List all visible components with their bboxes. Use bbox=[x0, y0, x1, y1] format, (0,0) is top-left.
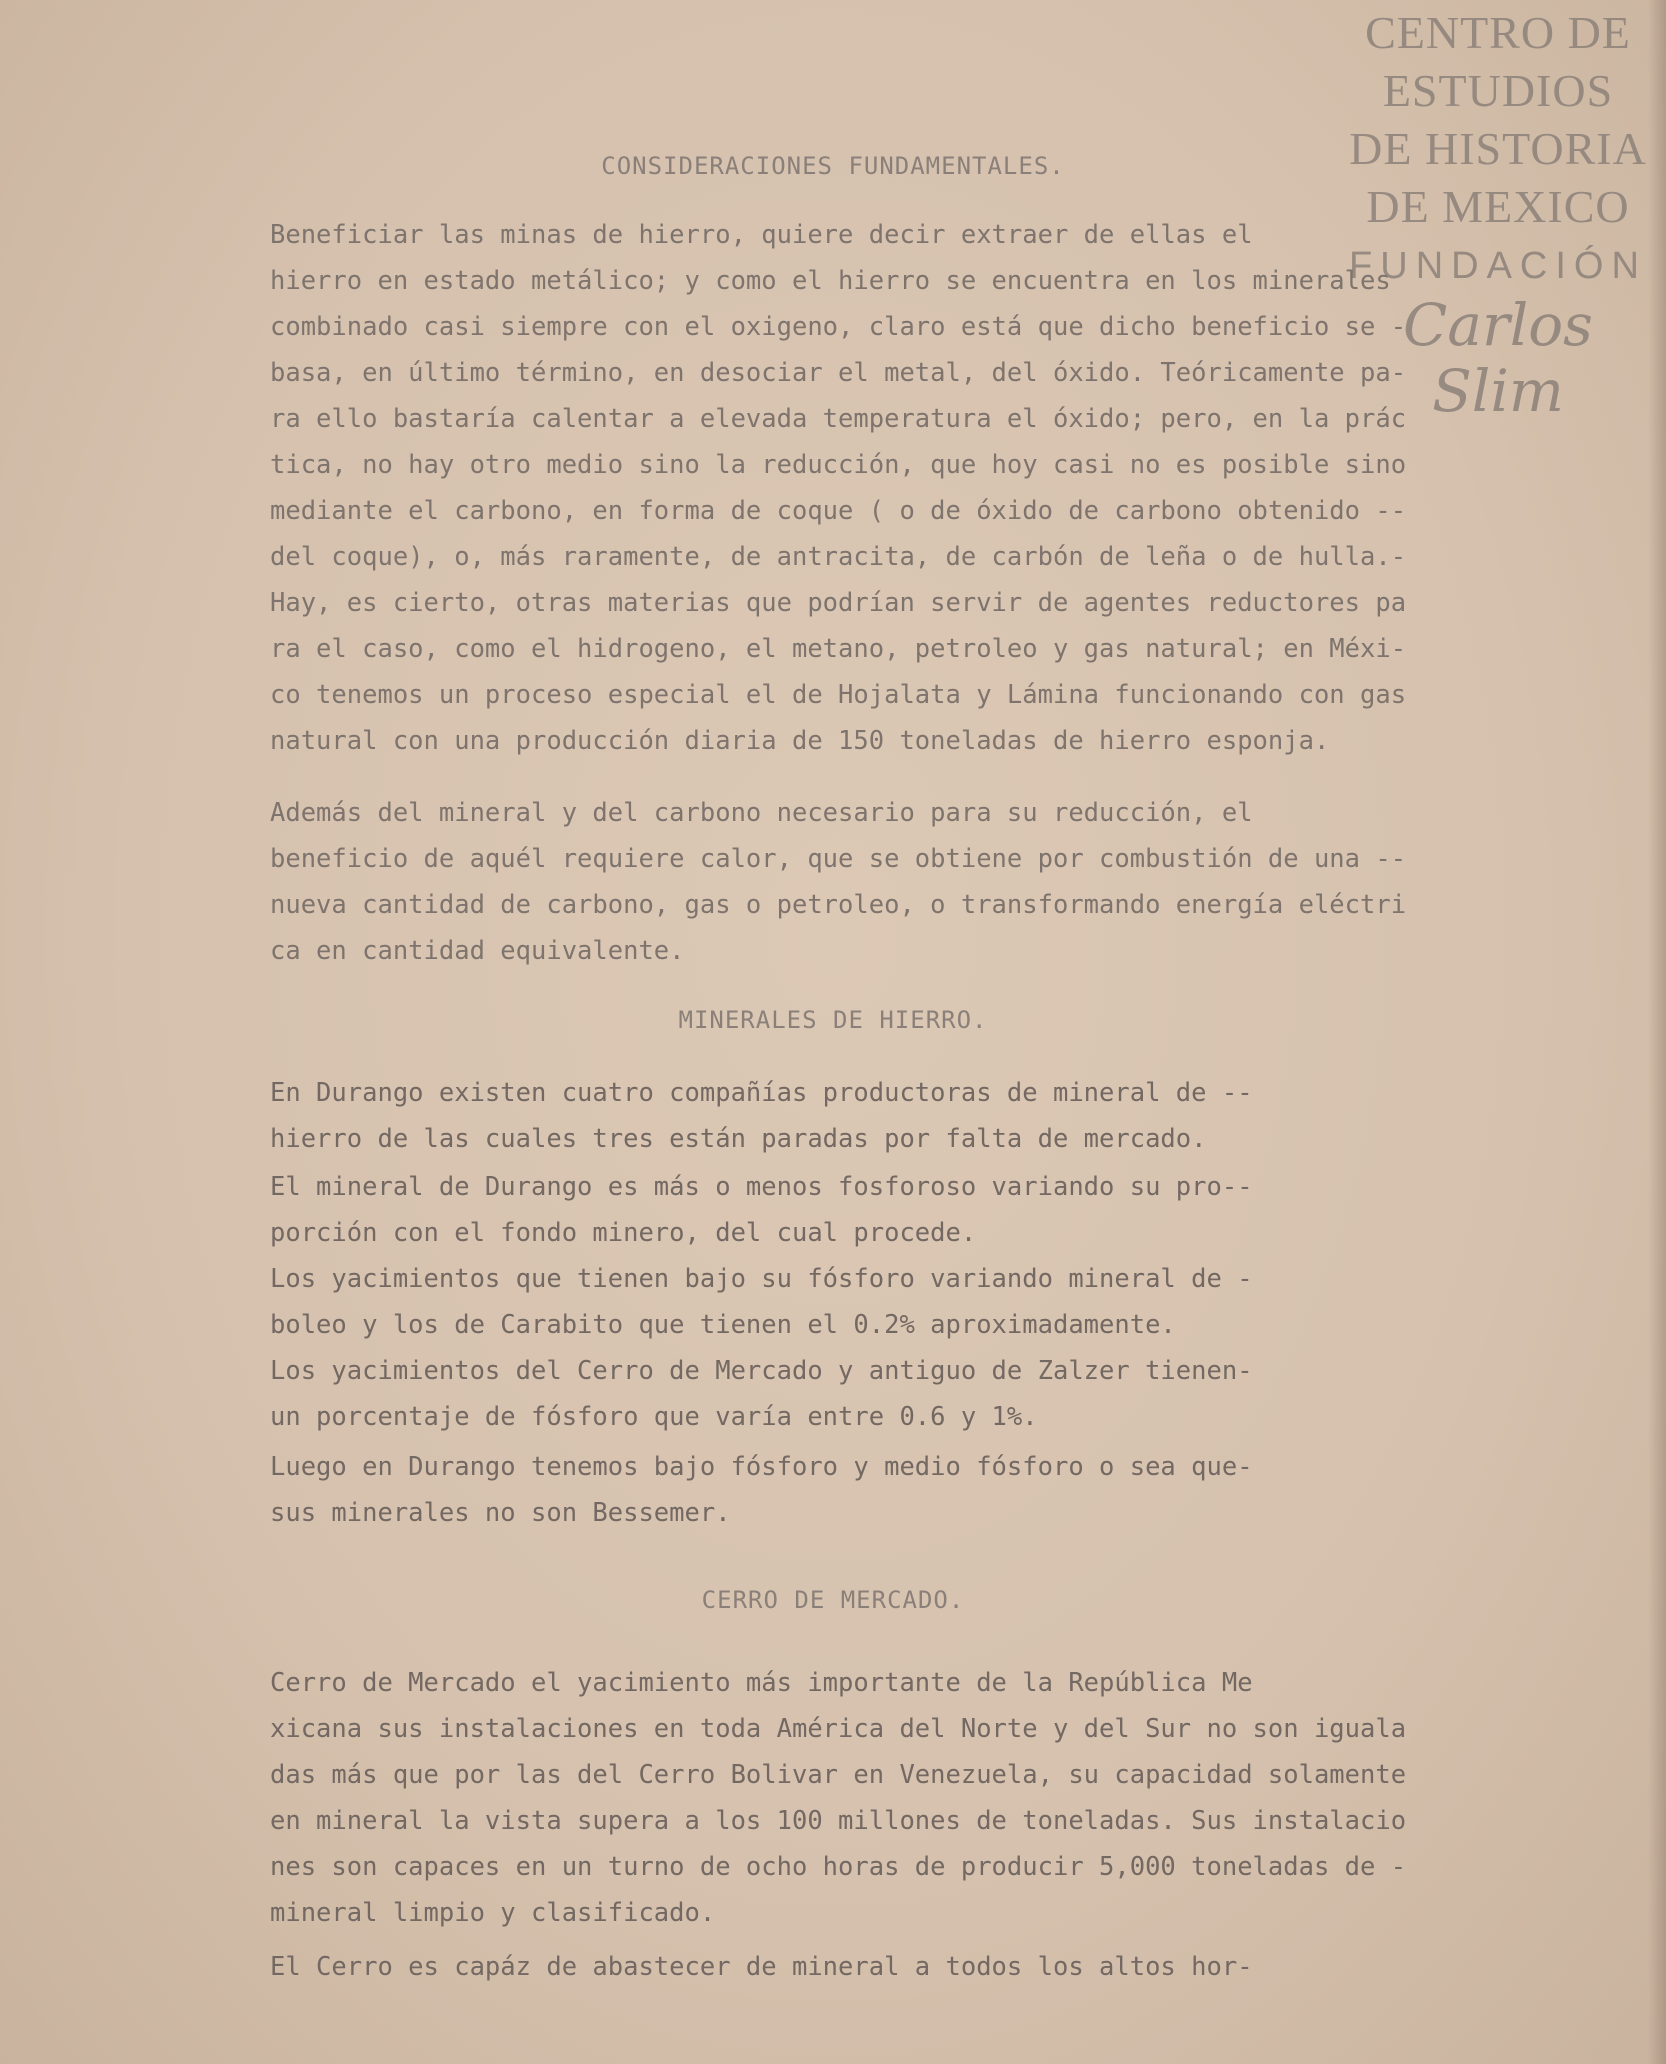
heading-consideraciones: CONSIDERACIONES FUNDAMENTALES. bbox=[601, 152, 1065, 180]
watermark-line-4: DE MEXICO bbox=[1366, 181, 1630, 232]
watermark-signature: Carlos Slim bbox=[1403, 291, 1593, 425]
paragraph-7: Luego en Durango tenemos bajo fósforo y medio fósforo o sea que- sus minerales no son Bessemer. bbox=[270, 1452, 1253, 1528]
watermark-fundacion: FUNDACIÓN bbox=[1349, 245, 1647, 287]
heading-minerales: MINERALES DE HIERRO. bbox=[678, 1006, 988, 1034]
paragraph-1: Beneficiar las minas de hierro, quiere decir extraer de ellas el hierro en estado metálico; y como el hierro se encuentra en los minerales combinado casi siempre con el oxigeno, claro está que dicho beneficio se - basa, en último término, en desociar el metal, del óxido. Teóricamente pa- ra ello bastaría calentar a elevada temperatura el óxido; pero, en la prác tica, no hay otro medio sino la reducción, que hoy casi no es posible sino mediante el carbono, en forma de coque ( o de óxido de carbono obtenido -- del coque), o, más raramente, de antracita, de carbón de leña o de hulla.- Hay, es cierto, otras materias que podrían servir de agentes reductores pa ra el caso, como el hidrogeno, el metano, petroleo y gas natural; en Méxi- co tenemos un proceso especial el de Hojalata y Lámina funcionando con gas natural con una producción diaria de 150 toneladas de hierro esponja. bbox=[270, 220, 1407, 756]
watermark-line-3: DE HISTORIA bbox=[1349, 123, 1647, 174]
watermark-line-2: ESTUDIOS bbox=[1382, 65, 1614, 116]
watermark-line-1: CENTRO DE bbox=[1365, 7, 1631, 58]
paragraph-3: En Durango existen cuatro compañías productoras de mineral de -- hierro de las cuales tres están paradas por falta de mercado. bbox=[270, 1078, 1253, 1154]
paragraph-2: Además del mineral y del carbono necesario para su reducción, el beneficio de aquél requiere calor, que se obtiene por combustión de una -- nueva cantidad de carbono, gas o petroleo, o transformando energía eléctri ca en cantidad equivalente. bbox=[270, 798, 1407, 966]
paragraph-4: El mineral de Durango es más o menos fosforoso variando su pro-- porción con el fondo minero, del cual procede. bbox=[270, 1172, 1253, 1248]
heading-cerro: CERRO DE MERCADO. bbox=[701, 1586, 965, 1614]
paragraph-8: Cerro de Mercado el yacimiento más importante de la República Me xicana sus instalaciones en toda América del Norte y del Sur no son iguala das más que por las del Cerro Bolivar en Venezuela, su capacidad solamente en mineral la vista supera a los 100 millones de toneladas. Sus instalacio nes son capaces en un turno de ocho horas de producir 5,000 toneladas de - mineral limpio y clasificado. bbox=[270, 1668, 1407, 1928]
paragraph-5: Los yacimientos que tienen bajo su fósforo variando mineral de - boleo y los de Carabito que tienen el 0.2% aproximadamente. bbox=[270, 1264, 1253, 1340]
paragraph-6: Los yacimientos del Cerro de Mercado y antiguo de Zalzer tienen- un porcentaje de fósforo que varía entre 0.6 y 1%. bbox=[270, 1356, 1253, 1432]
paragraph-9: El Cerro es capáz de abastecer de mineral a todos los altos hor- bbox=[270, 1952, 1253, 1982]
